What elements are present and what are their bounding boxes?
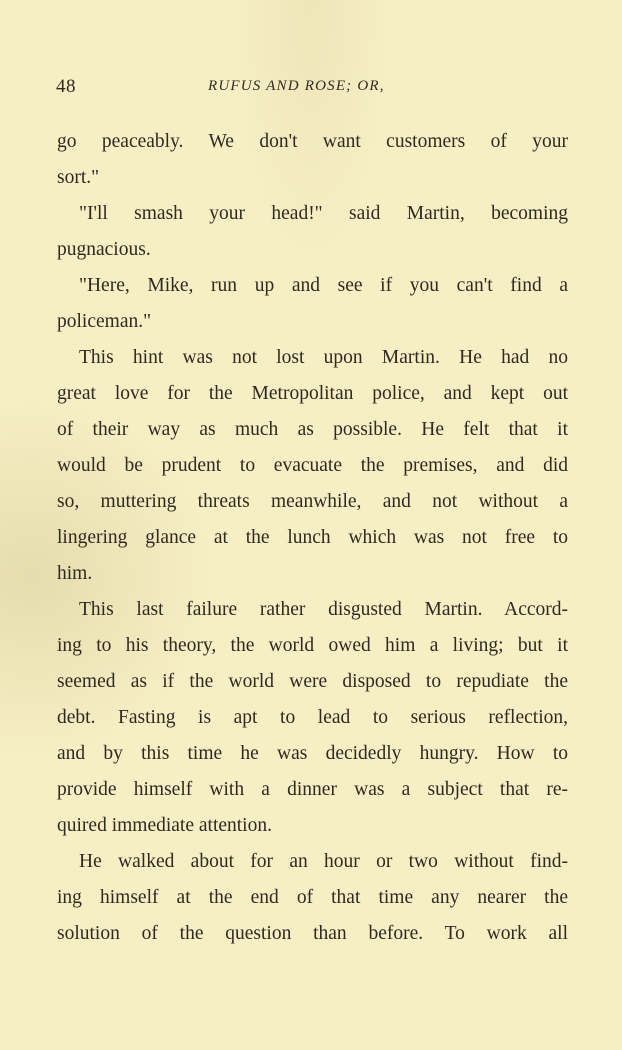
text-line: and by this time he was decidedly hungry. How to [57, 743, 568, 764]
text-line: solution of the question than before. To work all [57, 923, 568, 944]
text-line: lingering glance at the lunch which was not free to [57, 527, 568, 548]
body-text [57, 124, 568, 952]
text-line: sort." [57, 167, 100, 188]
text-line: seemed as if the world were disposed to repudiate the [57, 671, 568, 692]
page-number: 48 [56, 76, 76, 97]
text-line: He walked about for an hour or two without find- [79, 851, 568, 872]
text-line: policeman." [57, 311, 152, 332]
text-line: quired immediate attention. [57, 815, 272, 836]
running-head: RUFUS AND ROSE; OR, [208, 78, 385, 94]
page-header [56, 76, 568, 102]
text-line: "I'll smash your head!" said Martin, becoming [79, 203, 568, 224]
text-line: ing himself at the end of that time any nearer the [57, 887, 568, 908]
text-line: ing to his theory, the world owed him a living; but it [57, 635, 568, 656]
text-line: him. [57, 563, 93, 584]
text-line: great love for the Metropolitan police, and kept out [57, 383, 568, 404]
text-line: debt. Fasting is apt to lead to serious reflection, [57, 707, 568, 728]
text-line: of their way as much as possible. He felt that it [57, 419, 568, 440]
text-line: "Here, Mike, run up and see if you can't find a [79, 275, 568, 296]
text-line: provide himself with a dinner was a subject that re- [57, 779, 568, 800]
text-line: so, muttering threats meanwhile, and not without a [57, 491, 568, 512]
text-line: would be prudent to evacuate the premises, and did [57, 455, 568, 476]
text-line: pugnacious. [57, 239, 151, 260]
text-line: go peaceably. We don't want customers of your [57, 131, 568, 152]
text-line: This hint was not lost upon Martin. He had no [79, 347, 568, 368]
text-line: This last failure rather disgusted Martin. Accord- [79, 599, 568, 620]
